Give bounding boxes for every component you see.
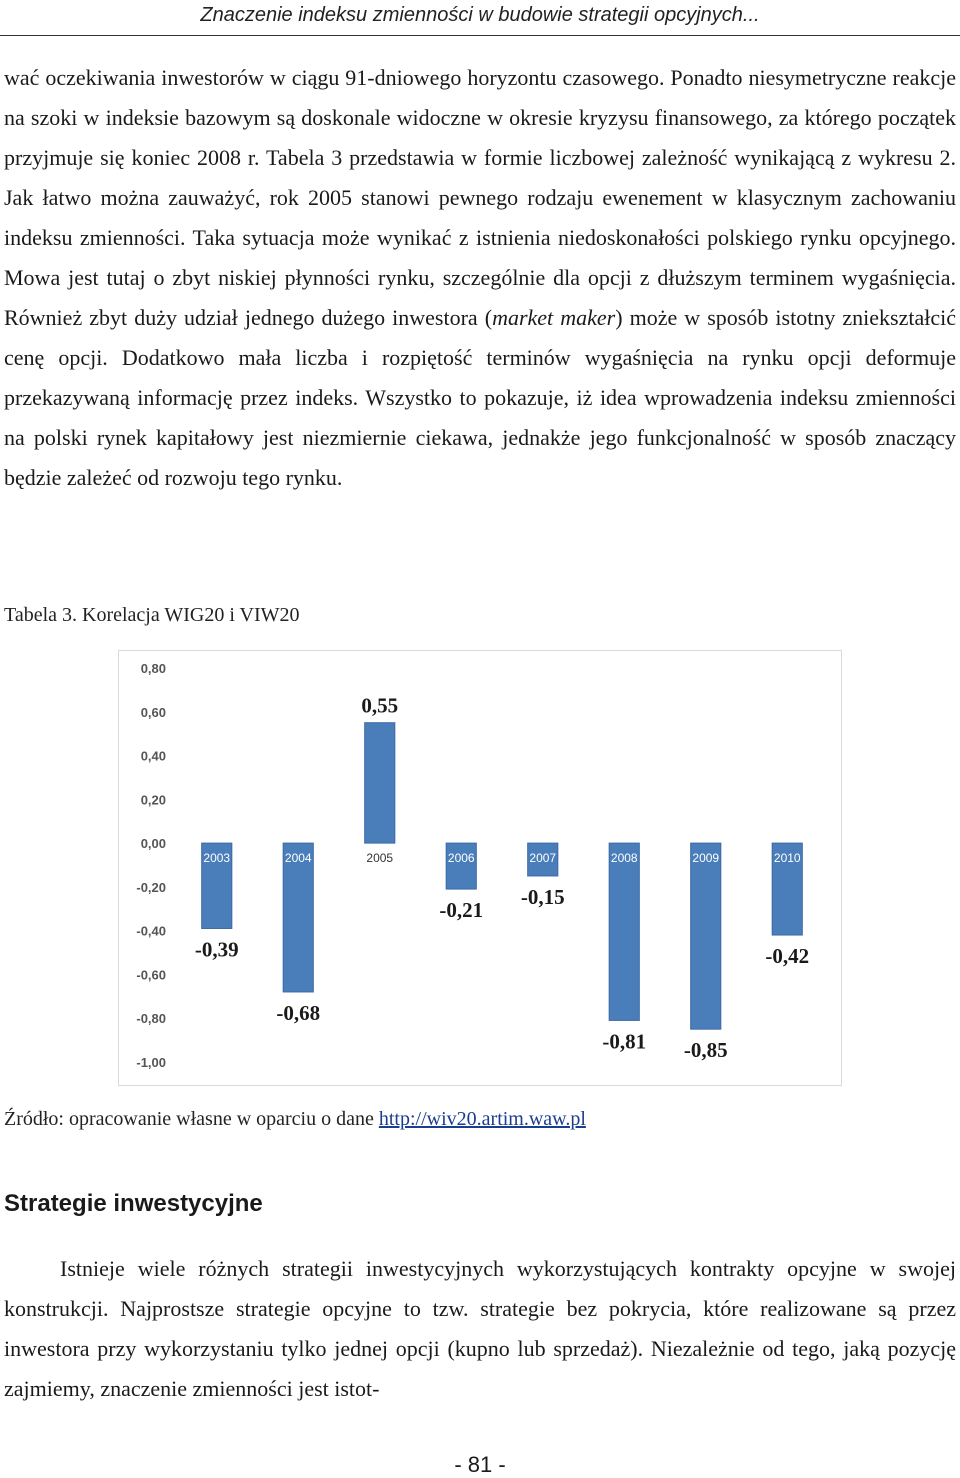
category-label: 2010 xyxy=(773,851,801,866)
category-label: 2003 xyxy=(203,851,231,866)
data-label: 0,55 xyxy=(361,693,399,718)
paragraph-1-text-a: wać oczekiwania inwestorów w ciągu 91-dniowego horyzontu czasowego. Ponadto niesymetryczne reakcje na szoki w indeksie bazowym są doskonale widoczne w okresie kryzysu finansowego, za którego początek przyjmuje się koniec 2008 r. Tabela 3 przedstawia w formie liczbowej zależność wynikającą z wykresu 2. Jak łatwo można zauważyć, rok 2005 stanowi pewnego rodzaju ewenement w klasycznym zachowaniu indeksu zmienności. Taka sytuacja może wynikać z istnienia niedoskonałości polskiego rynku opcyjnego. Mowa jest tutaj o zbyt niskiej płynności rynku, szczególnie dla opcji z dłuższym terminem wygaśnięcia. Również zbyt duży udział jednego dużego inwestora ( xyxy=(4,65,956,330)
bar xyxy=(446,843,476,889)
bar xyxy=(609,843,639,1020)
source-line xyxy=(4,1108,586,1131)
bar-chart xyxy=(118,650,842,1086)
data-label: -0,21 xyxy=(439,898,484,923)
data-label: -0,42 xyxy=(765,944,810,969)
y-tick-label: -0,20 xyxy=(136,879,166,895)
running-head: Znaczenie indeksu zmienności w budowie strategii opcyjnych... xyxy=(0,0,960,36)
data-label: -0,81 xyxy=(602,1029,647,1054)
category-label: 2006 xyxy=(447,851,475,866)
paragraph-1-text-b: ) może w sposób istotny zniekształcić cenę opcji. Dodatkowo mała liczba i rozpiętość terminów wygaśnięcia na rynku opcji deformuje przekazywaną informację przez indeks. Wszystko to pokazuje, iż idea wprowadzenia indeksu zmienności na polski rynek kapitałowy jest niezmiernie ciekawa, jednakże jego funkcjonalność w sposób znaczący będzie zależeć od rozwoju tego rynku. xyxy=(4,305,956,490)
data-label: -0,85 xyxy=(683,1038,728,1063)
bar xyxy=(365,723,395,843)
y-tick-label: 0,00 xyxy=(140,836,166,852)
data-label: -0,39 xyxy=(194,937,239,962)
category-label: 2007 xyxy=(529,851,557,866)
data-label: -0,15 xyxy=(520,884,565,909)
category-label: 2005 xyxy=(366,851,394,866)
page-number: - 81 - xyxy=(454,1452,506,1477)
body-paragraph-1 xyxy=(4,58,956,498)
data-label: -0,68 xyxy=(276,1000,321,1025)
y-tick-label: -0,60 xyxy=(136,967,166,983)
category-label: 2004 xyxy=(284,851,312,866)
y-tick-label: 0,40 xyxy=(140,748,166,764)
category-label: 2009 xyxy=(692,851,720,866)
source-prefix: Źródło: opracowanie własne w oparciu o dane xyxy=(4,1108,379,1130)
category-label: 2008 xyxy=(610,851,638,866)
y-tick-label: -0,80 xyxy=(136,1011,166,1027)
section-title: Strategie inwestycyjne xyxy=(4,1190,263,1217)
bar-chart-svg xyxy=(118,650,842,1086)
source-link[interactable]: http://wiv20.artim.waw.pl xyxy=(378,1108,586,1130)
body-paragraph-2: Istnieje wiele różnych strategii inwestycyjnych wykorzystujących kontrakty opcyjne w swojej konstrukcji. Najprostsze strategie opcyjne to tzw. strategie bez pokrycia, które realizowane są przez inwestora przy wykorzystaniu tylko jednej opcji (kupno lub sprzedaż). Niezależnie od tego, jaką pozycję zajmiemy, znaczenie zmienności jest istot- xyxy=(4,1256,956,1401)
paragraph-1-italic-term: market maker xyxy=(492,305,616,330)
y-tick-label: 0,20 xyxy=(140,792,166,808)
y-tick-label: -0,40 xyxy=(136,923,166,939)
y-tick-label: 0,60 xyxy=(140,704,166,720)
bar xyxy=(691,843,721,1029)
y-tick-label: -1,00 xyxy=(136,1055,166,1070)
table-caption: Tabela 3. Korelacja WIG20 i VIW20 xyxy=(4,604,300,626)
y-tick-label: 0,80 xyxy=(140,661,166,676)
bar xyxy=(283,843,313,992)
